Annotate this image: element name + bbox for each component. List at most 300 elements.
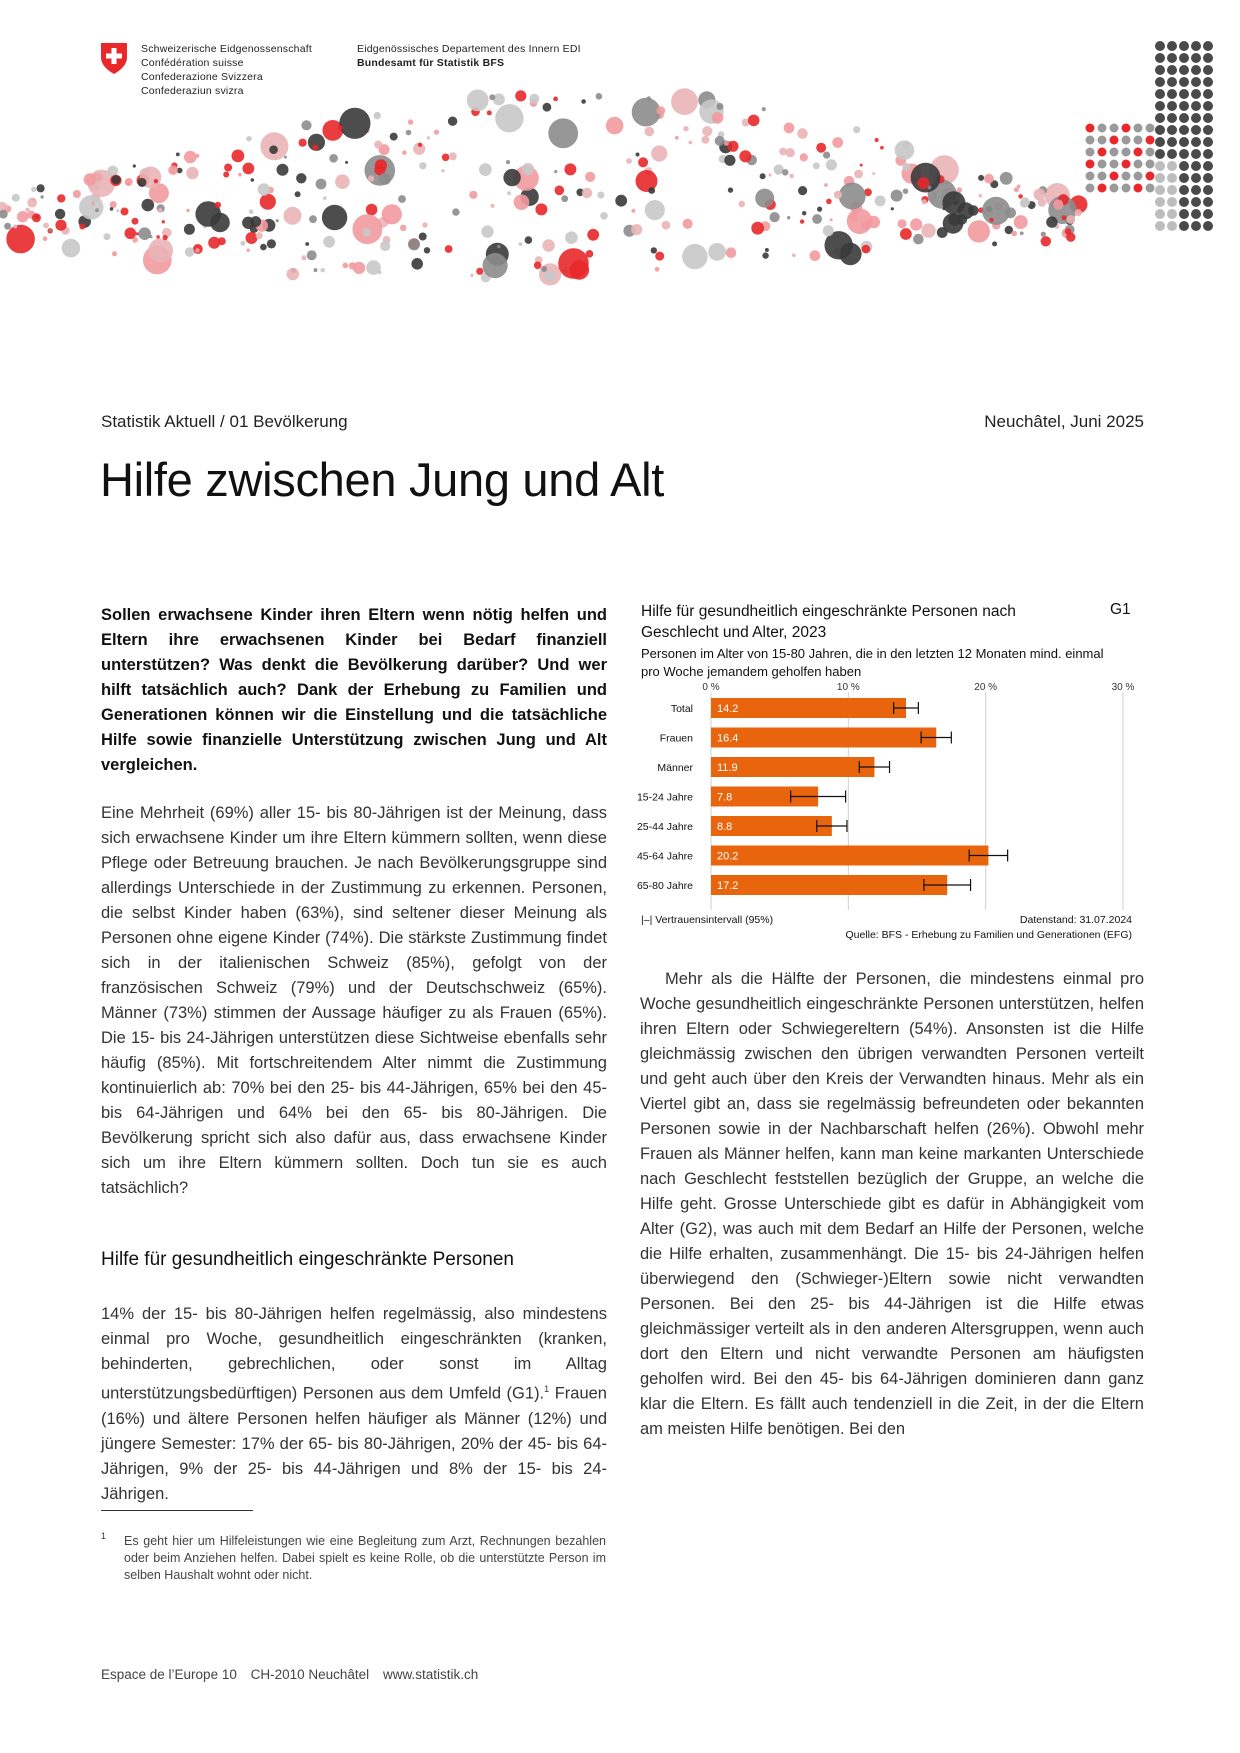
decorative-dot (215, 202, 221, 208)
decorative-dot (632, 98, 661, 127)
decorative-dot (342, 263, 348, 269)
decorative-dot (534, 262, 542, 270)
decorative-dot (1203, 41, 1213, 51)
decorative-dot (631, 209, 635, 213)
office-name: Bundesamt für Statistik BFS (357, 57, 505, 69)
chart-category-label: 25-44 Jahre (636, 821, 693, 833)
decorative-dot (232, 150, 245, 163)
decorative-dot (321, 268, 325, 272)
decorative-dot (138, 227, 151, 240)
decorative-dot (1203, 113, 1213, 123)
decorative-dot (1179, 137, 1189, 147)
decorative-dot (1122, 184, 1131, 193)
decorative-dot (1134, 172, 1143, 181)
decorative-dot (1122, 124, 1131, 133)
decorative-dot (645, 127, 655, 137)
decorative-dot (249, 209, 254, 214)
decorative-dot (154, 179, 158, 183)
chart-value-label: 7.8 (717, 791, 733, 804)
decorative-dot (349, 262, 356, 269)
decorative-dot (800, 219, 804, 223)
decorative-dot (898, 219, 907, 228)
decorative-dot (1167, 161, 1177, 171)
decorative-dot (1167, 41, 1177, 51)
decorative-dot (1179, 161, 1189, 171)
decorative-dot (606, 117, 624, 135)
decorative-dot (1179, 125, 1189, 135)
decorative-dot (269, 145, 278, 154)
decorative-dot (1155, 161, 1165, 171)
decorative-dot (110, 207, 114, 211)
decorative-dot (256, 232, 263, 239)
decorative-dot (186, 167, 198, 179)
decorative-dot (715, 136, 725, 146)
decorative-dot (1098, 124, 1107, 133)
decorative-dot (862, 245, 871, 254)
decorative-dot (564, 163, 576, 175)
decorative-dot (948, 214, 960, 226)
decorative-dot (186, 209, 189, 212)
decorative-dot (515, 90, 526, 101)
decorative-dot (775, 169, 781, 175)
decorative-dot (1134, 136, 1143, 145)
decorative-dot (585, 172, 595, 182)
chart-source: Quelle: BFS - Erhebung zu Familien und Generationen (EFG) (845, 929, 1132, 941)
decorative-dot (514, 194, 530, 210)
chart-bar (711, 698, 906, 718)
decorative-dot (787, 216, 790, 219)
decorative-dot (1191, 101, 1201, 111)
decorative-dot (1098, 148, 1107, 157)
decorative-dot (553, 97, 558, 102)
decorative-dot (40, 195, 43, 198)
decorative-dot (366, 204, 378, 216)
decorative-dot (295, 191, 301, 197)
chart-x-tick-label: 0 % (702, 682, 720, 693)
decorative-dot (309, 215, 317, 223)
decorative-dot (258, 183, 270, 195)
decorative-dot (978, 175, 984, 181)
department-block (357, 42, 581, 70)
decorative-dot (329, 154, 338, 163)
decorative-dot (728, 187, 733, 192)
decorative-dot (1098, 160, 1107, 169)
decorative-dot (812, 214, 822, 224)
decorative-dot (784, 123, 795, 134)
decorative-dot (830, 218, 833, 221)
decorative-dot (95, 208, 99, 212)
decorative-dot (1203, 77, 1213, 87)
decorative-dot (1041, 236, 1051, 246)
body-paragraph-2-b: Frauen (16%) und ältere Personen helfen häufiger als Männer (12%) und jüngere Semester: 17% der 65- bis 80-Jährigen, 20% der 45- bis 64-Jährigen, 9% der 25- bis 44-Jährigen und 8% der 15- bis 24-Jährigen. (101, 1384, 607, 1503)
decorative-dot (37, 184, 45, 192)
decorative-dot (1203, 137, 1213, 147)
decorative-dot (1000, 172, 1013, 185)
decorative-dot (148, 238, 173, 263)
decorative-dot (1134, 124, 1143, 133)
decorative-dot (316, 179, 327, 190)
decorative-dot (1020, 231, 1024, 235)
decorative-dot (260, 244, 267, 251)
decorative-dot (1179, 101, 1189, 111)
decorative-dot (55, 209, 65, 219)
body-paragraph-2-a: 14% der 15- bis 80-Jährigen helfen regelmässig, also mindestens einmal pro Woche, gesundheitlich eingeschränkten (kranken, behinderten, gebrechlichen, oder sonst im Alltag unterstützungsbedürftigen) Personen aus dem Umfeld (G1). (101, 1305, 607, 1403)
decorative-dot (1191, 197, 1201, 207)
decorative-dot (1046, 216, 1057, 227)
confederation-names (141, 42, 312, 98)
decorative-dot (541, 266, 547, 272)
page-title: Hilfe zwischen Jung und Alt (100, 453, 665, 506)
decorative-dot (1146, 172, 1155, 181)
decorative-dot (1065, 228, 1072, 235)
decorative-dot (1203, 209, 1213, 219)
decorative-dot (31, 187, 36, 192)
decorative-dot (246, 136, 251, 141)
decorative-dot (1155, 209, 1165, 219)
decorative-dot (314, 268, 318, 272)
decorative-dot (1122, 160, 1131, 169)
decorative-dot (84, 173, 97, 186)
decorative-dot (1167, 149, 1177, 159)
decorative-dot (1134, 148, 1143, 157)
decorative-dot (968, 205, 979, 216)
decorative-dot (1167, 137, 1177, 147)
decorative-dot (1191, 41, 1201, 51)
decorative-dot (739, 150, 751, 162)
decorative-dot (1134, 160, 1143, 169)
chart-value-label: 8.8 (717, 821, 733, 833)
decorative-dot (452, 208, 459, 215)
chart-category-label: 15-24 Jahre (636, 791, 693, 804)
decorative-dot (1191, 77, 1201, 87)
decorative-dot (786, 148, 795, 157)
decorative-dot (251, 178, 255, 182)
decorative-dot (554, 170, 557, 173)
decorative-dot (543, 103, 552, 112)
decorative-dot (138, 178, 147, 187)
decorative-dot (891, 190, 903, 202)
decorative-dot (247, 249, 250, 252)
decorative-dot (853, 126, 860, 133)
decorative-dot (238, 173, 242, 177)
decorative-dot (1167, 77, 1177, 87)
decorative-dot (195, 248, 200, 253)
decorative-dot (1098, 172, 1107, 181)
decorative-dot (1191, 125, 1201, 135)
decorative-dot (17, 211, 28, 222)
decorative-dot (1018, 194, 1023, 199)
chart-x-tick-label: 30 % (1111, 682, 1135, 693)
decorative-dot (1191, 221, 1201, 231)
decorative-dot (645, 200, 665, 220)
decorative-dot (483, 253, 508, 278)
decorative-dot (826, 199, 832, 205)
decorative-dot (1203, 173, 1213, 183)
decorative-dot (162, 220, 165, 223)
decorative-dot (1179, 221, 1189, 231)
decorative-dot (1179, 77, 1189, 87)
decorative-dot (312, 145, 318, 151)
decorative-dot (626, 158, 632, 164)
decorative-dot (250, 216, 261, 227)
decorative-dot (374, 112, 381, 119)
decorative-dot (1086, 184, 1095, 193)
decorative-dot (184, 151, 197, 164)
decorative-dot (246, 232, 258, 244)
footnote-text: Es geht hier um Hilfeleistungen wie eine Begleitung zum Arzt, Rechnungen bezahlen oder beim Anziehen helfen. Dabei spielt es keine Rolle, ob die unterstützte Person im selben Haushalt wohnt oder nicht. (124, 1534, 606, 1582)
decorative-dot (323, 196, 327, 200)
decorative-dot (158, 208, 163, 213)
decorative-dot (1179, 41, 1189, 51)
decorative-dot (13, 224, 17, 228)
decorative-dot (121, 208, 129, 216)
decorative-dot (928, 186, 932, 190)
decorative-dot (800, 153, 808, 161)
confederation-fr: Confédération suisse (141, 57, 244, 69)
publication-series: Statistik Aktuell / 01 Bevölkerung (101, 412, 348, 431)
decorative-dot (839, 183, 866, 210)
decorative-dot (1041, 232, 1046, 237)
decorative-dot (688, 141, 692, 145)
footer-website[interactable]: www.statistik.ch (382, 1667, 479, 1682)
decorative-dot (406, 130, 412, 136)
decorative-dot (1110, 124, 1119, 133)
decorative-dot (1020, 199, 1029, 208)
decorative-dot (555, 186, 565, 196)
decorative-dot (779, 148, 787, 156)
decorative-dot (1203, 197, 1213, 207)
chart-value-label: 14.2 (717, 703, 739, 715)
decorative-dot (1110, 148, 1119, 157)
decorative-dot (1062, 215, 1067, 220)
decorative-dot (390, 133, 398, 141)
decorative-dot (1179, 185, 1189, 195)
decorative-dot (402, 150, 407, 155)
decorative-dot (1155, 77, 1165, 87)
decorative-dot (243, 163, 255, 175)
decorative-dot (1110, 136, 1119, 145)
decorative-dot (287, 268, 300, 281)
decorative-dot (968, 220, 990, 242)
decorative-dot (43, 223, 49, 229)
decorative-dot (875, 138, 879, 142)
decorative-dot (902, 163, 910, 171)
decorative-dot (382, 204, 402, 224)
decorative-dot (561, 195, 568, 202)
decorative-dot (832, 137, 843, 148)
decorative-dot (900, 228, 912, 240)
decorative-dot (495, 104, 523, 132)
decorative-dot (184, 224, 195, 235)
decorative-dot (1110, 160, 1119, 169)
decorative-dot (170, 169, 175, 174)
decorative-dot (989, 218, 993, 222)
decorative-dot (125, 228, 137, 240)
decorative-dot (79, 195, 103, 219)
decorative-dot (1110, 184, 1119, 193)
decorative-dot (631, 224, 642, 235)
decorative-dot (419, 233, 427, 241)
decorative-dot (1191, 65, 1201, 75)
decorative-dot (1155, 89, 1165, 99)
decorative-dot (1155, 53, 1165, 63)
decorative-dot (1134, 184, 1143, 193)
bar-chart (630, 682, 1140, 942)
decorative-dot (596, 93, 603, 100)
decorative-dot (648, 187, 655, 194)
decorative-dot (112, 175, 121, 184)
decorative-dot (32, 213, 41, 222)
decorative-dot (479, 163, 492, 176)
decorative-dot (655, 267, 660, 272)
decorative-dot (497, 245, 500, 248)
decorative-dot (1155, 65, 1165, 75)
decorative-dot (880, 146, 884, 150)
decorative-dot (62, 239, 81, 258)
decorative-dot (1075, 209, 1082, 216)
decorative-dot (400, 225, 406, 231)
decorative-dot (434, 130, 439, 135)
decorative-dot (823, 225, 834, 236)
chart-value-label: 20.2 (717, 850, 739, 863)
decorative-dot (823, 152, 830, 159)
decorative-dot (449, 152, 457, 160)
decorative-dot (276, 219, 279, 222)
decorative-dot (1179, 149, 1189, 159)
decorative-dot (1122, 136, 1131, 145)
decorative-dot (726, 247, 737, 258)
footer-address: Espace de l’Europe 10 (101, 1667, 237, 1682)
decorative-dot (762, 107, 766, 111)
decorative-dot (651, 247, 657, 253)
decorative-dot (149, 235, 152, 238)
decorative-dot (903, 188, 909, 194)
decorative-dot (1179, 53, 1189, 63)
decorative-dot (4, 223, 11, 230)
decorative-dot (671, 88, 698, 115)
decorative-dot (597, 192, 604, 199)
decorative-dot (762, 252, 768, 258)
decorative-dot (638, 157, 648, 167)
decorative-dot (1167, 89, 1177, 99)
decorative-dot (1203, 185, 1213, 195)
decorative-dot (73, 190, 81, 198)
decorative-dot (662, 221, 671, 230)
decorative-dot (712, 112, 724, 124)
decorative-dot (195, 154, 199, 158)
decorative-dot (760, 173, 766, 179)
decorative-dot (1167, 173, 1177, 183)
footer-postcode: CH-2010 Neuchâtel (250, 1667, 370, 1682)
body-paragraph-3: Mehr als die Hälfte der Personen, die mindestens einmal pro Woche gesundheitlich eingeschränkte Personen unterstützen, helfen ihren Eltern oder Schwiegereltern (54%). Ansonsten ist die Hilfe gleichmässig zwischen den übrigen verwandten Personen verteilt und geht auch über den Kreis der Verwandten hinaus. Mehr als ein Viertel gibt an, dass sie regelmässig befreundeten oder bekannten Personen sowie in der Nachbarschaft helfen (26%). Obwohl mehr Frauen als Männer helfen, kann man keine markanten Unterschiede nach Geschlecht feststellen bezüglich der Gruppe, an welche die Hilfe geht. Grosse Unterschiede gibt es dafür in Abhängigkeit vom Alter (G2), was auch mit dem Bedarf an Hilfe der Personen, welche die Hilfe erhalten, zusammenhängt. Die 15- bis 24-Jährigen helfen überwiegend den (Schwieger-)Eltern sowie nicht verwandten Personen. Bei den 25- bis 44-Jährigen ist die Hilfe etwas gleichmässiger verteilt als in den anderen Altersgruppen, wenn auch dort den Eltern und nicht verwandte Personen am häufigsten geholfen wird. Bei den 45- bis 64-Jährigen dominieren dann ganz klar die Eltern. Es fällt auch tendenziell in die Zeit, in der die Eltern am meisten Hilfe benötigen. Bei den (640, 970, 1144, 1438)
decorative-dot (240, 241, 245, 246)
chart-bar (711, 875, 947, 895)
decorative-dot (27, 198, 37, 208)
decorative-dot (1086, 124, 1095, 133)
decorative-dot (1167, 53, 1177, 63)
decorative-dot (816, 143, 826, 153)
confederation-it: Confederazione Svizzera (141, 71, 263, 83)
decorative-dot (467, 89, 489, 111)
decorative-dot (1146, 124, 1155, 133)
decorative-dot (338, 125, 343, 130)
body-paragraph-2 (101, 1302, 607, 1507)
decorative-dot (1167, 185, 1177, 195)
decorative-dot (651, 145, 667, 161)
chart-category-label: Frauen (659, 732, 693, 745)
decorative-dot (481, 225, 493, 237)
decorative-dot (982, 197, 1010, 225)
decorative-dot (398, 195, 406, 203)
decorative-dot (1122, 172, 1131, 181)
footnote-number: 1 (101, 1531, 107, 1541)
decorative-dot (1067, 215, 1076, 224)
decorative-dot (824, 183, 828, 187)
decorative-dot (441, 169, 444, 172)
decorative-dot (1053, 200, 1063, 210)
decorative-dot (782, 169, 788, 175)
decorative-dot (581, 99, 586, 104)
chart-legend: |–| Vertrauensintervall (95%) (641, 914, 774, 926)
decorative-dot (1167, 221, 1177, 231)
decorative-dot (542, 239, 554, 251)
decorative-dot (942, 191, 965, 214)
decorative-dot (163, 235, 168, 240)
decorative-dot (1191, 149, 1201, 159)
decorative-dot (769, 173, 772, 176)
decorative-dot (418, 143, 422, 147)
chart-bar (711, 728, 936, 748)
decorative-dot (1146, 136, 1155, 145)
chart-subtitle: Personen im Alter von 15-80 Jahren, die in den letzten 12 Monaten mind. einmal pro Woche jemandem geholfen haben (641, 646, 1104, 679)
decorative-dot (1191, 173, 1201, 183)
decorative-dot (702, 126, 712, 136)
decorative-dot (1203, 65, 1213, 75)
decorative-dot (1098, 136, 1107, 145)
decorative-dot (817, 207, 822, 212)
decorative-dot (408, 238, 420, 250)
decorative-dot (1146, 148, 1155, 157)
decorative-dot (655, 252, 664, 261)
decorative-dot (701, 136, 709, 144)
decorative-dot (682, 244, 707, 269)
decorative-dot (411, 258, 423, 270)
decorative-dot (57, 194, 65, 202)
decorative-dot (1086, 136, 1095, 145)
confederation-rm: Confederaziun svizra (141, 85, 244, 97)
decorative-dot (427, 136, 431, 140)
decorative-dot (813, 162, 820, 169)
decorative-dot (739, 201, 746, 208)
decorative-dot (110, 201, 117, 208)
decorative-dot (323, 236, 335, 248)
swiss-crest-icon (99, 41, 129, 75)
decorative-dot (79, 224, 85, 230)
decorative-dot (535, 203, 547, 215)
decorative-dot (875, 195, 886, 206)
decorative-dot (798, 186, 807, 195)
decorative-dot (267, 239, 276, 248)
chart-category-label: Total (670, 703, 693, 715)
decorative-dot (133, 164, 136, 167)
decorative-dot (489, 94, 495, 100)
decorative-dot (125, 178, 133, 186)
decorative-dot (91, 202, 94, 205)
decorative-dot (724, 155, 735, 166)
chart-value-label: 17.2 (717, 880, 739, 892)
decorative-dot (378, 270, 382, 274)
decorative-dot (1167, 101, 1177, 111)
